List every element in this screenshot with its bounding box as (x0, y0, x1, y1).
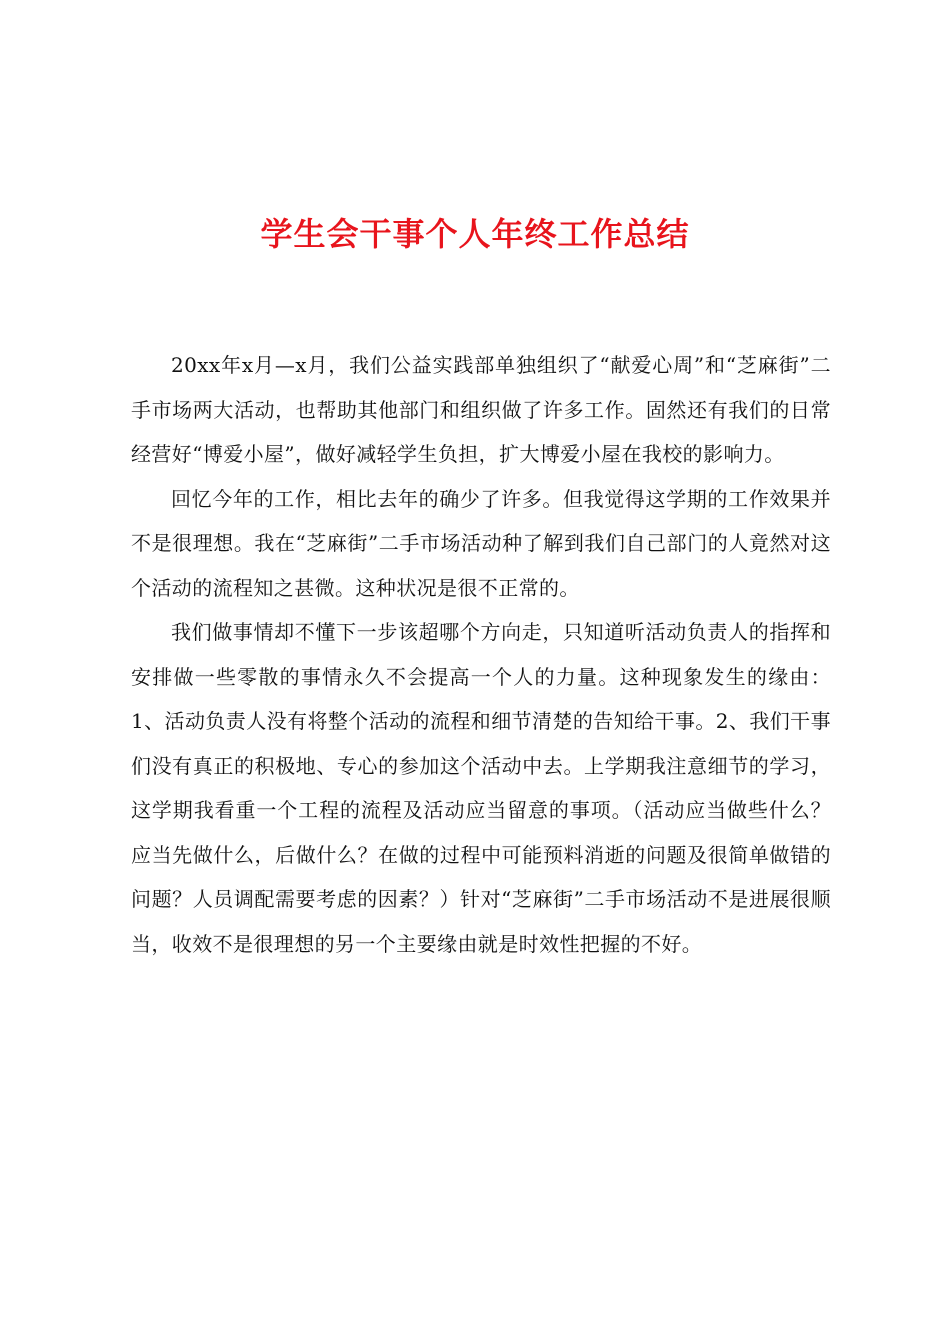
paragraph: 回忆今年的工作，相比去年的确少了许多。但我觉得这学期的工作效果并不是很理想。我在“芝麻街”二手市场活动种了解到我们自己部门的人竟然对这个活动的流程知之甚微。这种状况是很不正常的。 (131, 486, 831, 600)
paragraph: 我们做事情却不懂下一步该超哪个方向走，只知道听活动负责人的指挥和安排做一些零散的事情永久不会提高一个人的力量。这种现象发生的缘由：1、活动负责人没有将整个活动的流程和细节清楚的告知给干事。2、我们干事们没有真正的积极地、专心的参加这个活动中去。上学期我注意细节的学习，这学期我看重一个工程的流程及活动应当留意的事项。（活动应当做些什么？应当先做什么，后做什么？在做的过程中可能预料消逝的问题及很简单做错的问题？人员调配需要考虑的因素？）针对“芝麻街”二手市场活动不是进展很顺当，收效不是很理想的另一个主要缘由就是时效性把握的不好。 (131, 620, 831, 956)
paragraph: 20xx年x月—x月，我们公益实践部单独组织了“献爱心周”和“芝麻街”二手市场两大活动，也帮助其他部门和组织做了许多工作。固然还有我们的日常经营好“博爱小屋”，做好减轻学生负担，扩大博爱小屋在我校的影响力。 (131, 353, 831, 466)
document-title: 学生会干事个人年终工作总结 (260, 215, 690, 253)
document-body (131, 343, 831, 966)
